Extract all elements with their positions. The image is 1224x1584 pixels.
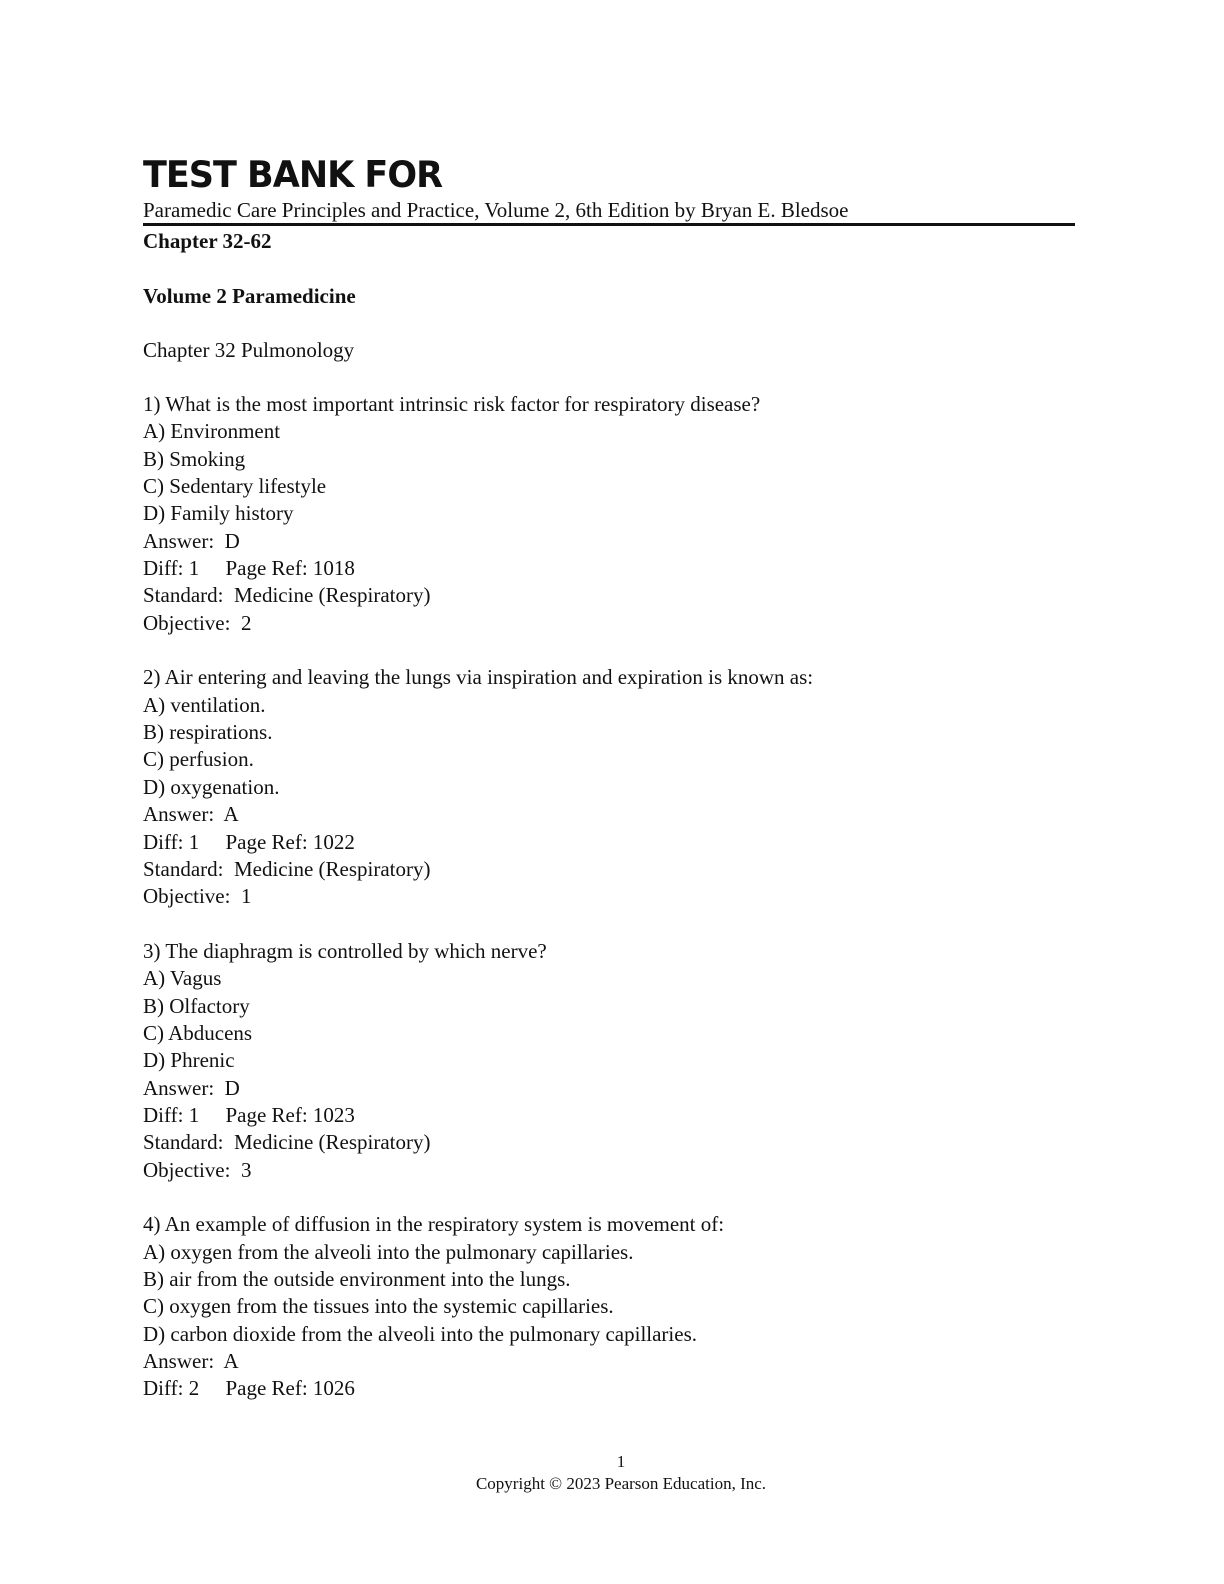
objective: Objective: 3 [143, 1157, 252, 1182]
difficulty-page-ref: Diff: 1 Page Ref: 1022 [143, 829, 355, 854]
option-c: C) Abducens [143, 1020, 253, 1045]
copyright-notice: Copyright © 2023 Pearson Education, Inc. [475, 1474, 767, 1493]
option-d: D) oxygenation. [143, 774, 280, 799]
option-c: C) oxygen from the tissues into the systemic capillaries. [143, 1294, 614, 1319]
question-stem: 3) The diaphragm is controlled by which nerve? [143, 938, 547, 963]
option-a: A) ventilation. [143, 692, 266, 717]
question-stem: 2) Air entering and leaving the lungs via inspiration and expiration is known as: [143, 665, 814, 690]
option-a: A) Environment [143, 419, 281, 444]
option-b: B) Smoking [143, 446, 246, 471]
option-d: D) Family history [143, 501, 294, 526]
option-d: D) carbon dioxide from the alveoli into the pulmonary capillaries. [143, 1321, 697, 1346]
question-2 [143, 664, 1075, 910]
option-d: D) Phrenic [143, 1048, 235, 1073]
chapter-heading: Chapter 32 Pulmonology [143, 338, 355, 362]
answer: Answer: A [143, 1349, 239, 1374]
objective: Objective: 2 [143, 610, 252, 635]
document-page [143, 150, 1075, 1430]
volume-heading: Volume 2 Paramedicine [143, 284, 356, 308]
option-b: B) Olfactory [143, 993, 250, 1018]
answer: Answer: D [143, 1075, 240, 1100]
option-a: A) oxygen from the alveoli into the pulmonary capillaries. [143, 1239, 634, 1264]
chapter-range: Chapter 32-62 [143, 229, 272, 253]
option-a: A) Vagus [143, 966, 222, 991]
standard: Standard: Medicine (Respiratory) [143, 856, 431, 881]
page-number: 1 [616, 1452, 626, 1471]
question-stem: 1) What is the most important intrinsic risk factor for respiratory disease? [143, 392, 761, 416]
objective: Objective: 1 [143, 884, 252, 909]
question-3 [143, 938, 1075, 1184]
option-c: C) Sedentary lifestyle [143, 474, 327, 499]
standard: Standard: Medicine (Respiratory) [143, 1130, 431, 1155]
difficulty-page-ref: Diff: 1 Page Ref: 1023 [143, 1102, 355, 1127]
difficulty-page-ref: Diff: 2 Page Ref: 1026 [143, 1376, 355, 1401]
option-c: C) perfusion. [143, 747, 254, 772]
option-b: B) respirations. [143, 720, 273, 745]
question-stem: 4) An example of diffusion in the respiratory system is movement of: [143, 1212, 725, 1237]
standard: Standard: Medicine (Respiratory) [143, 583, 431, 608]
answer: Answer: A [143, 802, 239, 827]
book-subtitle: Paramedic Care Principles and Practice, Volume 2, 6th Edition by Bryan E. Bledsoe [143, 198, 849, 222]
header-divider [143, 223, 1075, 226]
option-b: B) air from the outside environment into the lungs. [143, 1267, 571, 1291]
answer: Answer: D [143, 528, 240, 553]
question-1 [143, 391, 1075, 637]
difficulty-page-ref: Diff: 1 Page Ref: 1018 [143, 556, 355, 581]
question-list [143, 391, 1075, 1403]
page-title: TEST BANK FOR [143, 154, 443, 197]
question-4 [143, 1211, 1075, 1402]
